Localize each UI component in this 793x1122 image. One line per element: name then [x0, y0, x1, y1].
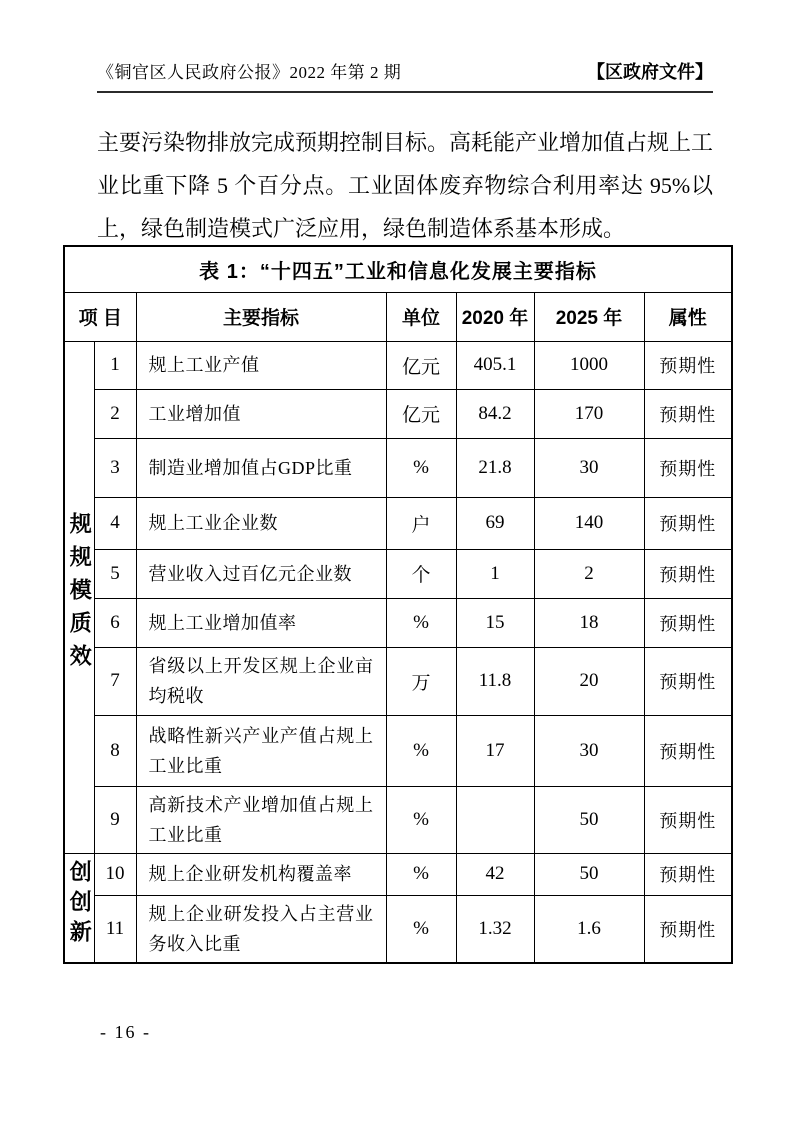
- value-2025: 170: [534, 389, 644, 438]
- value-2020: 17: [456, 715, 534, 786]
- indicator-name: 规上工业增加值率: [136, 598, 386, 647]
- table-row: [64, 549, 732, 598]
- value-2020: 11.8: [456, 647, 534, 715]
- group-label-text: 创创新: [67, 860, 93, 950]
- attribute-value: 预期性: [644, 715, 732, 786]
- row-number: 5: [94, 549, 136, 598]
- value-2025: 18: [534, 598, 644, 647]
- attribute-value: 预期性: [644, 389, 732, 438]
- indicators-table: [63, 245, 733, 964]
- col-header-2020: 2020 年: [456, 292, 534, 341]
- row-number: 9: [94, 786, 136, 853]
- value-2025: 1000: [534, 341, 644, 389]
- attribute-value: 预期性: [644, 598, 732, 647]
- col-header-attribute: 属性: [644, 292, 732, 341]
- value-2020: 69: [456, 497, 534, 549]
- table-row: [64, 853, 732, 895]
- value-2025: 30: [534, 715, 644, 786]
- header-rule: [97, 91, 713, 93]
- indicator-name: 规上工业企业数: [136, 497, 386, 549]
- unit-value: 亿元: [386, 341, 456, 389]
- row-number: 1: [94, 341, 136, 389]
- unit-value: 户: [386, 497, 456, 549]
- value-2025: 140: [534, 497, 644, 549]
- attribute-value: 预期性: [644, 497, 732, 549]
- indicator-name: 工业增加值: [136, 389, 386, 438]
- col-header-2025: 2025 年: [534, 292, 644, 341]
- attribute-value: 预期性: [644, 647, 732, 715]
- table-row: [64, 389, 732, 438]
- attribute-value: 预期性: [644, 786, 732, 853]
- indicator-name: 营业收入过百亿元企业数: [136, 549, 386, 598]
- document-category-badge: 【区政府文件】: [587, 62, 713, 82]
- table-header-row: [64, 292, 732, 341]
- group-label-innovation: [64, 853, 94, 963]
- table-row: [64, 497, 732, 549]
- group-label-scale-quality: [64, 341, 94, 853]
- table-row: [64, 341, 732, 389]
- value-2020: [456, 786, 534, 853]
- row-number: 8: [94, 715, 136, 786]
- unit-value: 万: [386, 647, 456, 715]
- value-2025: 30: [534, 438, 644, 497]
- unit-value: %: [386, 853, 456, 895]
- unit-value: %: [386, 438, 456, 497]
- indicator-name: 战略性新兴产业产值占规上工业比重: [136, 715, 386, 786]
- indicator-name: 规上工业产值: [136, 341, 386, 389]
- unit-value: %: [386, 715, 456, 786]
- row-number: 11: [94, 895, 136, 963]
- value-2020: 1.32: [456, 895, 534, 963]
- unit-value: %: [386, 786, 456, 853]
- indicator-name: 规上企业研发投入占主营业务收入比重: [136, 895, 386, 963]
- value-2025: 50: [534, 786, 644, 853]
- col-header-unit: 单位: [386, 292, 456, 341]
- indicator-name: 规上企业研发机构覆盖率: [136, 853, 386, 895]
- value-2020: 21.8: [456, 438, 534, 497]
- page-header: [97, 58, 713, 84]
- value-2025: 20: [534, 647, 644, 715]
- value-2025: 1.6: [534, 895, 644, 963]
- table-row: [64, 598, 732, 647]
- unit-value: 亿元: [386, 389, 456, 438]
- body-paragraph: 主要污染物排放完成预期控制目标。高耗能产业增加值占规上工业比重下降 5 个百分点。工业固体废弃物综合利用率达 95%以上，绿色制造模式广泛应用，绿色制造体系基本形成。: [97, 130, 714, 241]
- table-title: 表 1：“十四五”工业和信息化发展主要指标: [64, 246, 732, 292]
- unit-value: 个: [386, 549, 456, 598]
- row-number: 7: [94, 647, 136, 715]
- value-2020: 1: [456, 549, 534, 598]
- indicator-name: 制造业增加值占GDP比重: [136, 438, 386, 497]
- attribute-value: 预期性: [644, 341, 732, 389]
- table-row: [64, 438, 732, 497]
- page-number: - 16 -: [100, 1022, 151, 1042]
- value-2020: 405.1: [456, 341, 534, 389]
- value-2020: 84.2: [456, 389, 534, 438]
- table-title-row: [64, 246, 732, 292]
- attribute-value: 预期性: [644, 853, 732, 895]
- attribute-value: 预期性: [644, 438, 732, 497]
- indicator-name: 省级以上开发区规上企业亩均税收: [136, 647, 386, 715]
- group-label-text: 规规模质效: [67, 512, 93, 677]
- col-header-indicator: 主要指标: [136, 292, 386, 341]
- table-row: [64, 895, 732, 963]
- table-row: [64, 715, 732, 786]
- table-row: [64, 647, 732, 715]
- row-number: 3: [94, 438, 136, 497]
- unit-value: %: [386, 598, 456, 647]
- row-number: 6: [94, 598, 136, 647]
- col-header-project: 项 目: [64, 292, 136, 341]
- attribute-value: 预期性: [644, 895, 732, 963]
- gazette-title: 《铜官区人民政府公报》2022 年第 2 期: [97, 63, 402, 82]
- row-number: 10: [94, 853, 136, 895]
- value-2025: 2: [534, 549, 644, 598]
- row-number: 4: [94, 497, 136, 549]
- table-row: [64, 786, 732, 853]
- row-number: 2: [94, 389, 136, 438]
- value-2020: 15: [456, 598, 534, 647]
- value-2025: 50: [534, 853, 644, 895]
- unit-value: %: [386, 895, 456, 963]
- value-2020: 42: [456, 853, 534, 895]
- indicator-name: 高新技术产业增加值占规上工业比重: [136, 786, 386, 853]
- attribute-value: 预期性: [644, 549, 732, 598]
